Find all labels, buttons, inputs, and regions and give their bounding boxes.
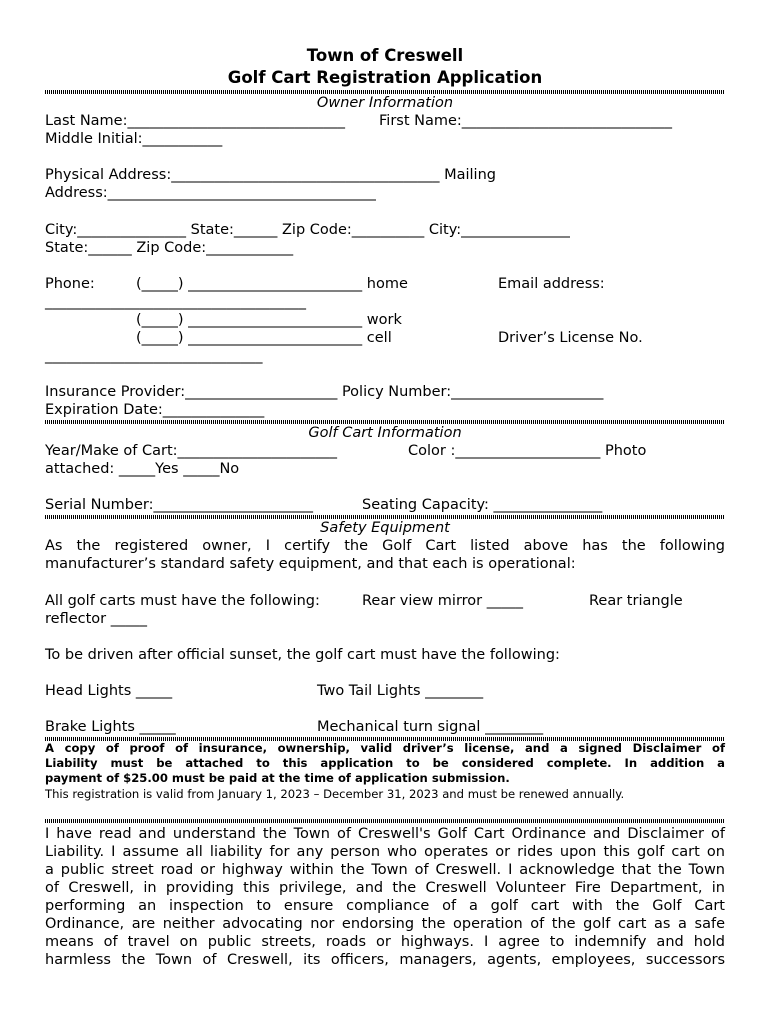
certify-text-line: As the registered owner, I certify the Golf Cart listed above has the following <box>45 538 725 554</box>
physical-address-field[interactable]: Physical Address:_____________________________________ Mailing <box>45 167 496 183</box>
disclaimer-line: Ordinance, are neither advocating nor endorsing the operation of the golf cart as a safe <box>45 916 725 932</box>
disclaimer-line: performing an inspection to ensure compliance of a golf cart with the Golf Cart <box>45 898 725 914</box>
mailing-address-field[interactable]: Address:_____________________________________ <box>45 185 376 201</box>
disclaimer-line: means of travel on public streets, roads or highways. I agree to indemnify and hold <box>45 934 725 950</box>
phone-label: Phone: <box>45 276 95 292</box>
disclaimer-line: a public street road or highway within the Town of Creswell. I acknowledge that the Town <box>45 862 725 878</box>
email-label: Email address: <box>498 276 605 292</box>
section-title-safety: Safety Equipment <box>320 520 450 536</box>
notice-text-line: payment of $25.00 must be paid at the time of application submission. <box>45 771 510 785</box>
disclaimer-line: Liability. I assume all liability for any person who operates or rides upon this golf cart on <box>45 844 725 860</box>
last-name-field[interactable]: Last Name:______________________________ <box>45 113 345 129</box>
rear-triangle-label: Rear triangle <box>589 593 683 609</box>
notice-text-line: A copy of proof of insurance, ownership, valid driver’s license, and a signed Disclaimer of <box>45 741 725 755</box>
year-make-field[interactable]: Year/Make of Cart:______________________ <box>45 443 338 459</box>
city-state-zip-line[interactable]: City:_______________ State:______ Zip Code:__________ City:_______________ <box>45 222 570 238</box>
certify-text-line: manufacturer’s standard safety equipment, and that each is operational: <box>45 556 576 572</box>
tail-lights-field[interactable]: Two Tail Lights ________ <box>317 683 484 699</box>
phone-work-field[interactable]: (_____) ________________________ work <box>136 312 402 328</box>
expiration-date-field[interactable]: Expiration Date:______________ <box>45 402 265 418</box>
first-name-field[interactable]: First Name:_____________________________ <box>379 113 673 129</box>
head-lights-field[interactable]: Head Lights _____ <box>45 683 173 699</box>
notice-text-line: Liability must be attached to this application to be considered complete. In addition a <box>45 756 725 770</box>
phone-cell-field[interactable]: (_____) ________________________ cell <box>136 330 392 346</box>
photo-attached-field[interactable]: attached: _____Yes _____No <box>45 461 240 477</box>
color-photo-field[interactable]: Color :____________________ Photo <box>408 443 647 459</box>
validity-text: This registration is valid from January 1, 2023 – December 31, 2023 and must be renewed annually. <box>45 787 625 801</box>
disclaimer-line: harmless the Town of Creswell, its officers, managers, agents, employees, successors <box>45 952 725 968</box>
drivers-license-label: Driver’s License No. <box>498 330 643 346</box>
after-sunset-label: To be driven after official sunset, the golf cart must have the following: <box>45 647 560 663</box>
rear-mirror-field[interactable]: Rear view mirror _____ <box>362 593 523 609</box>
state-zip-line[interactable]: State:______ Zip Code:____________ <box>45 240 294 256</box>
disclaimer-line: I have read and understand the Town of Creswell's Golf Cart Ordinance and Disclaimer of <box>45 826 725 842</box>
email-field[interactable]: ____________________________________ <box>45 294 306 310</box>
insurance-policy-line[interactable]: Insurance Provider:_____________________ Policy Number:_____________________ <box>45 384 604 400</box>
section-title-cart: Golf Cart Information <box>308 425 462 441</box>
section-divider <box>45 819 725 823</box>
reflector-field[interactable]: reflector _____ <box>45 611 147 627</box>
page-title: Town of Creswell <box>306 46 464 65</box>
page-subtitle: Golf Cart Registration Application <box>227 68 543 87</box>
disclaimer-line: of Creswell, in providing this privilege, and the Creswell Volunteer Fire Department, in <box>45 880 725 896</box>
section-title-owner: Owner Information <box>316 95 454 111</box>
phone-home-field[interactable]: (_____) ________________________ home <box>136 276 408 292</box>
middle-initial-field[interactable]: Middle Initial:___________ <box>45 131 223 147</box>
brake-lights-field[interactable]: Brake Lights _____ <box>45 719 176 735</box>
required-equipment-label: All golf carts must have the following: <box>45 593 320 609</box>
drivers-license-field[interactable]: ______________________________ <box>45 348 263 364</box>
seating-capacity-field[interactable]: Seating Capacity: _______________ <box>362 497 603 513</box>
turn-signal-field[interactable]: Mechanical turn signal ________ <box>317 719 544 735</box>
serial-number-field[interactable]: Serial Number:______________________ <box>45 497 314 513</box>
